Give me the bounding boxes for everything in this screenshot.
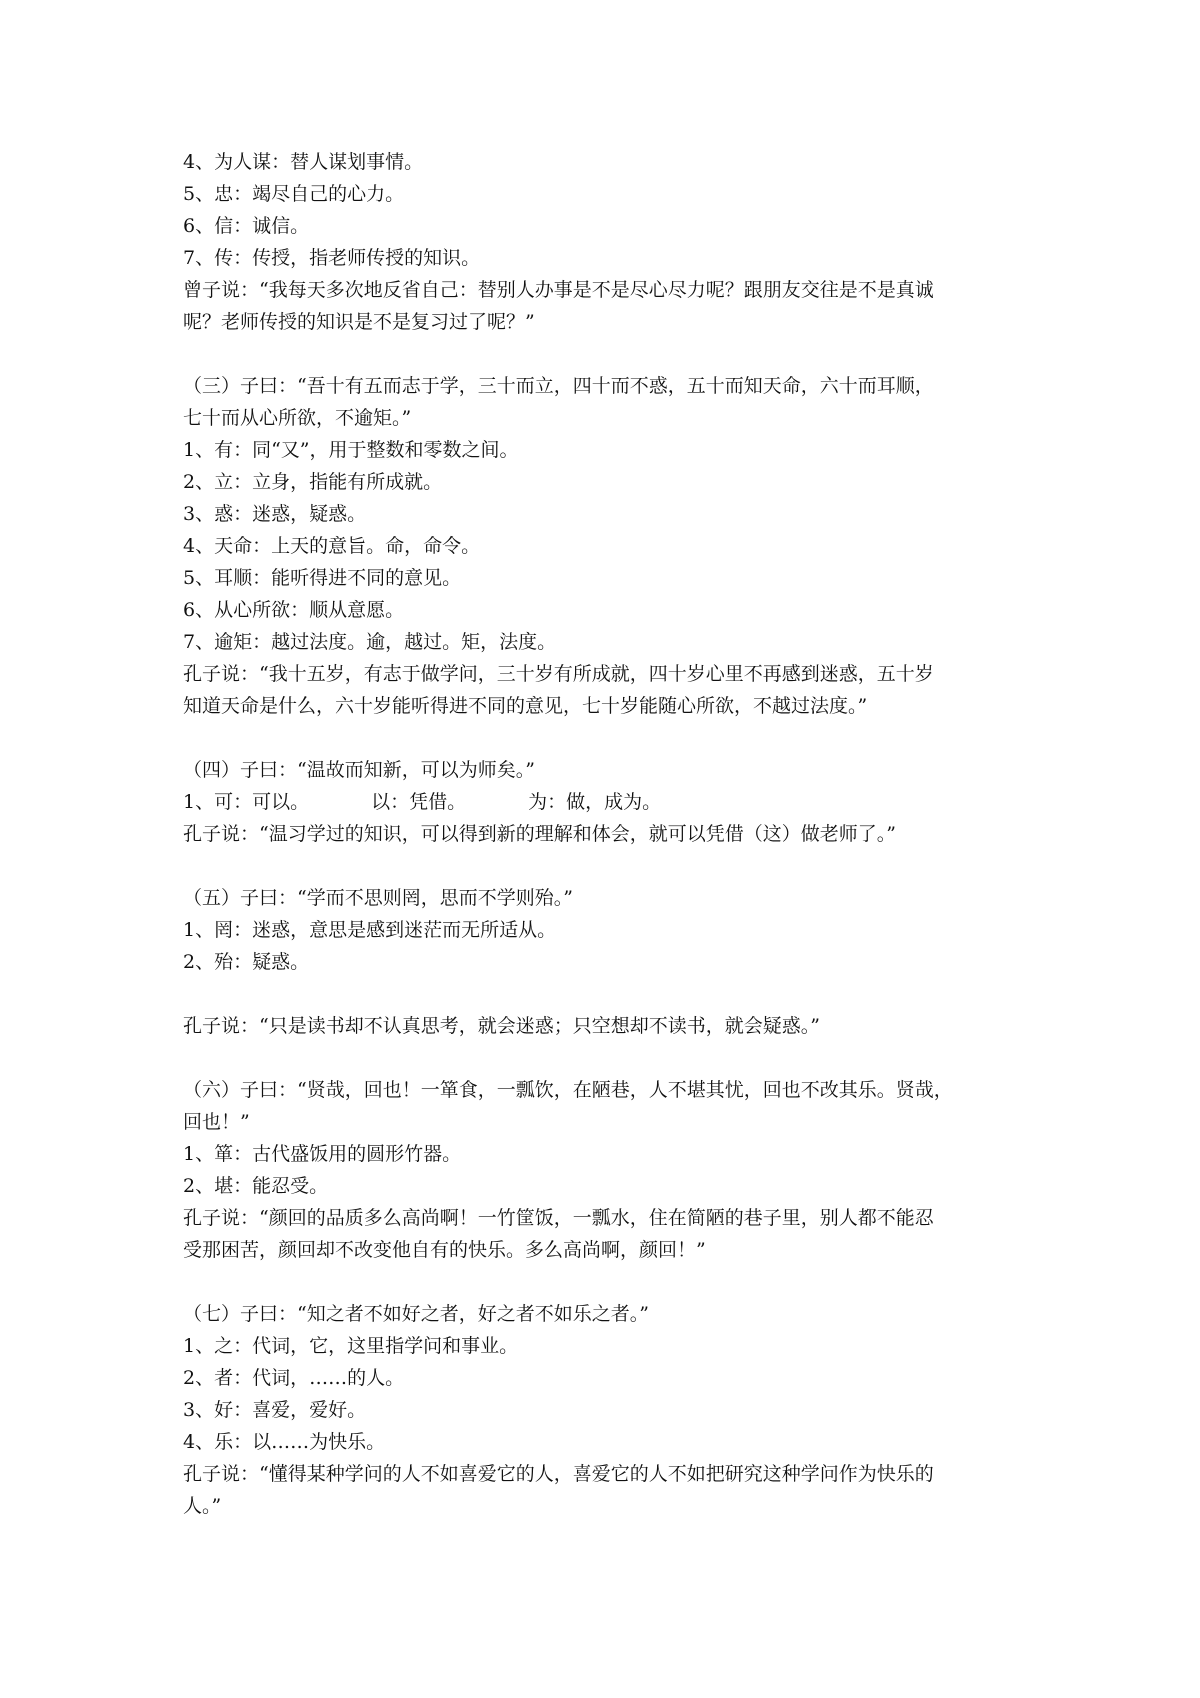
translation-line: 受那困苦，颜回却不改变他自有的快乐。多么高尚啊，颜回！” bbox=[183, 1239, 706, 1261]
note-line: 6、从心所欲：顺从意愿。 bbox=[183, 599, 405, 621]
note-line: 1、罔：迷惑，意思是感到迷茫而无所适从。 bbox=[183, 919, 557, 941]
section-7 bbox=[183, 1298, 1053, 1522]
note-line: 4、乐：以……为快乐。 bbox=[183, 1431, 386, 1453]
spacer bbox=[183, 722, 1053, 754]
note-line: 1、之：代词，它，这里指学问和事业。 bbox=[183, 1335, 519, 1357]
note-line: 5、耳顺：能听得进不同的意见。 bbox=[183, 567, 462, 589]
spacer bbox=[183, 1042, 1053, 1074]
translation-line: 人。” bbox=[183, 1495, 222, 1517]
note-line: 4、为人谋：替人谋划事情。 bbox=[183, 151, 424, 173]
section-heading: （七）子曰：“知之者不如好之者，好之者不如乐之者。” bbox=[183, 1303, 649, 1325]
document-body bbox=[183, 146, 1053, 1522]
translation-line: 孔子说：“懂得某种学问的人不如喜爱它的人，喜爱它的人不如把研究这种学问作为快乐的 bbox=[183, 1463, 934, 1485]
spacer bbox=[183, 978, 1053, 1010]
section-heading: （六）子曰：“贤哉，回也！一箪食，一瓢饮，在陋巷，人不堪其忧，回也不改其乐。贤哉， bbox=[183, 1079, 953, 1101]
spacer bbox=[183, 1266, 1053, 1298]
spacer bbox=[183, 338, 1053, 370]
section-heading: （四）子曰：“温故而知新，可以为师矣。” bbox=[183, 759, 535, 781]
translation-line: 孔子说：“只是读书却不认真思考，就会迷惑；只空想却不读书，就会疑惑。” bbox=[183, 1015, 820, 1037]
section-3 bbox=[183, 370, 1053, 722]
note-line: 2、堪：能忍受。 bbox=[183, 1175, 329, 1197]
section-heading-cont: 回也！” bbox=[183, 1111, 250, 1133]
section-heading: （三）子曰：“吾十有五而志于学，三十而立，四十而不惑，五十而知天命，六十而耳顺， bbox=[183, 375, 934, 397]
note-line: 2、立：立身，指能有所成就。 bbox=[183, 471, 443, 493]
note-item: 1、可：可以。 bbox=[183, 791, 310, 813]
note-item: 为：做，成为。 bbox=[528, 791, 662, 813]
note-line: 6、信：诚信。 bbox=[183, 215, 310, 237]
note-line: 5、忠：竭尽自己的心力。 bbox=[183, 183, 405, 205]
translation-line: 孔子说：“颜回的品质多么高尚啊！一竹筐饭，一瓢水，住在简陋的巷子里，别人都不能忍 bbox=[183, 1207, 934, 1229]
note-line: 3、惑：迷惑，疑惑。 bbox=[183, 503, 367, 525]
translation-line: 知道天命是什么，六十岁能听得进不同的意见，七十岁能随心所欲，不越过法度。” bbox=[183, 695, 868, 717]
note-line: 1、箪：古代盛饭用的圆形竹器。 bbox=[183, 1143, 462, 1165]
note-item: 以：凭借。 bbox=[371, 791, 467, 813]
section-heading-cont: 七十而从心所欲，不逾矩。” bbox=[183, 407, 412, 429]
note-line-inline bbox=[183, 786, 1053, 818]
note-line: 2、殆：疑惑。 bbox=[183, 951, 310, 973]
section-2-tail bbox=[183, 146, 1053, 338]
section-4 bbox=[183, 754, 1053, 850]
translation-line: 孔子说：“我十五岁，有志于做学问，三十岁有所成就，四十岁心里不再感到迷惑，五十岁 bbox=[183, 663, 934, 685]
translation-line: 孔子说：“温习学过的知识，可以得到新的理解和体会，就可以凭借（这）做老师了。” bbox=[183, 823, 896, 845]
section-6 bbox=[183, 1074, 1053, 1266]
translation-line: 呢？老师传授的知识是不是复习过了呢？” bbox=[183, 311, 535, 333]
note-line: 3、好：喜爱，爱好。 bbox=[183, 1399, 367, 1421]
note-line: 2、者：代词，……的人。 bbox=[183, 1367, 405, 1389]
note-line: 1、有：同“又”，用于整数和零数之间。 bbox=[183, 439, 519, 461]
translation-line: 曾子说：“我每天多次地反省自己：替别人办事是不是尽心尽力呢？跟朋友交往是不是真诚 bbox=[183, 279, 934, 301]
spacer bbox=[183, 850, 1053, 882]
note-line: 7、逾矩：越过法度。逾，越过。矩，法度。 bbox=[183, 631, 557, 653]
section-heading: （五）子曰：“学而不思则罔，思而不学则殆。” bbox=[183, 887, 573, 909]
note-line: 7、传：传授，指老师传授的知识。 bbox=[183, 247, 481, 269]
section-5 bbox=[183, 882, 1053, 1042]
note-line: 4、天命：上天的意旨。命，命令。 bbox=[183, 535, 481, 557]
